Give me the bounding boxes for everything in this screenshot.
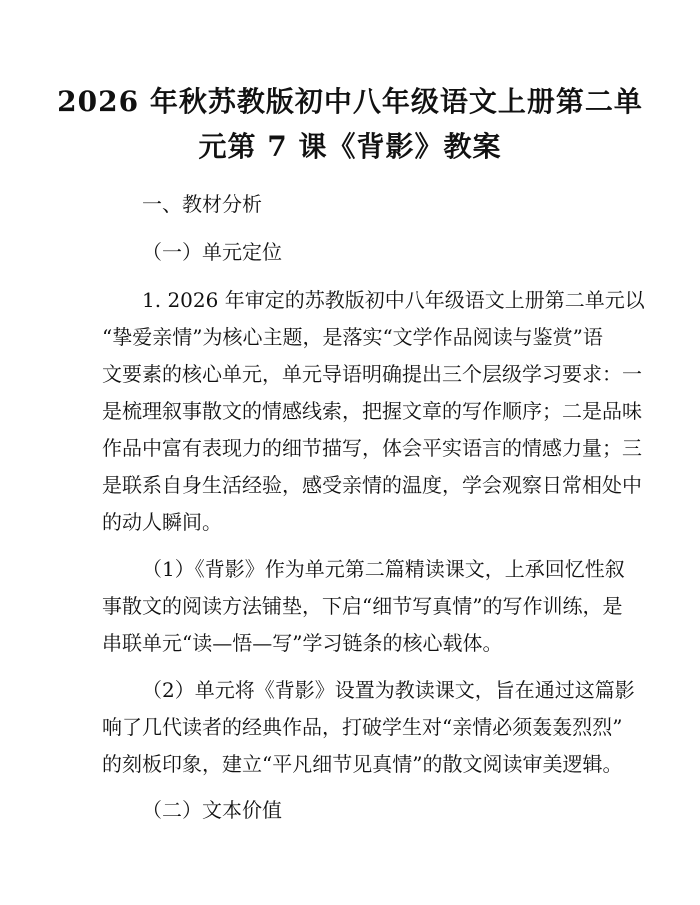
paragraph-1-line-3: 文要素的核心单元，单元导语明确提出三个层级学习要求：一 <box>102 362 642 386</box>
section-heading-textbook-analysis: 一、教材分析 <box>142 192 262 216</box>
paragraph-3-line-1: （2）单元将《背影》设置为教读课文，旨在通过这篇影 <box>142 678 635 702</box>
document-title-line-2: 元第 7 课《背影》教案 <box>198 130 502 163</box>
subsection-heading-unit-position: （一）单元定位 <box>142 240 282 264</box>
paragraph-2-line-1: （1）《背影》作为单元第二篇精读课文，上承回忆性叙 <box>142 557 625 581</box>
paragraph-1-line-2: “挚爱亲情”为核心主题，是落实“文学作品阅读与鉴赏”语 <box>102 325 603 349</box>
paragraph-1-line-6: 是联系自身生活经验，感受亲情的温度，学会观察日常相处中 <box>102 473 642 497</box>
document-title-line-1: 2026 年秋苏教版初中八年级语文上册第二单 <box>57 85 643 118</box>
subsection-heading-text-value: （二）文本价值 <box>142 798 282 822</box>
paragraph-1-line-1: 1. 2026 年审定的苏教版初中八年级语文上册第二单元以 <box>142 288 645 312</box>
paragraph-3-line-3: 的刻板印象，建立“平凡细节见真情”的散文阅读审美逻辑。 <box>102 752 623 776</box>
paragraph-2-line-3: 串联单元“读—悟—写”学习链条的核心载体。 <box>102 631 503 655</box>
paragraph-1-line-7: 的动人瞬间。 <box>102 510 222 534</box>
paragraph-2-line-2: 事散文的阅读方法铺垫，下启“细节写真情”的写作训练，是 <box>102 594 623 618</box>
paragraph-1-line-4: 是梳理叙事散文的情感线索，把握文章的写作顺序；二是品味 <box>102 399 642 423</box>
paragraph-3-line-2: 响了几代读者的经典作品，打破学生对“亲情必须轰轰烈烈” <box>102 715 623 739</box>
paragraph-1-line-5: 作品中富有表现力的细节描写，体会平实语言的情感力量；三 <box>102 436 642 460</box>
